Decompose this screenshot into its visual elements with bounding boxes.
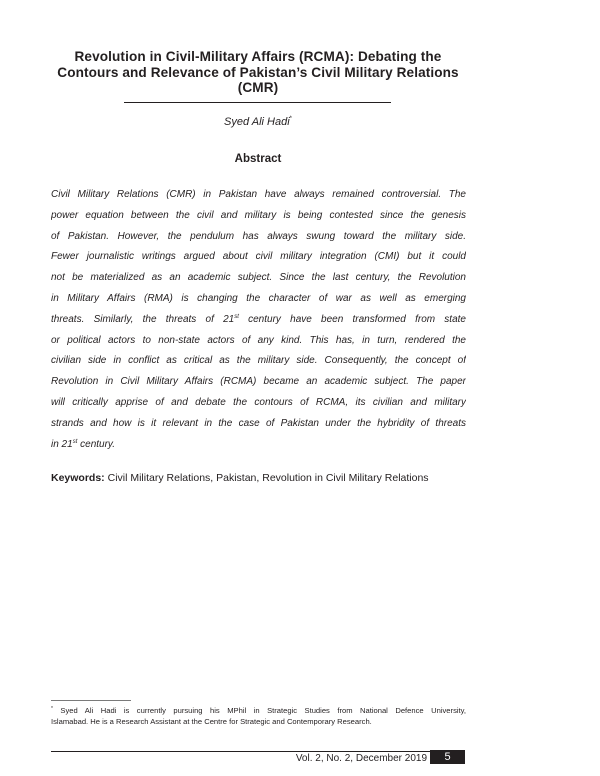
footnote-line: Islamabad. He is a Research Assistant at the Centre for Strategic and Contemporary Research. bbox=[51, 717, 372, 726]
abstract-line bbox=[51, 435, 466, 456]
abstract-line: in Military Affairs (RMA) is changing the character of war as well as emerging bbox=[51, 292, 466, 304]
abstract-line: not be materialized as an academic subject. Since the last century, the Revolution bbox=[51, 272, 466, 284]
footer-divider bbox=[51, 751, 465, 752]
footnote-marker: * bbox=[51, 706, 53, 712]
footnote-text: Syed Ali Hadi is currently pursuing his MPhil in Strategic Studies from National Defence University, bbox=[52, 706, 466, 715]
abstract-line-text: century. bbox=[77, 438, 115, 450]
keywords-text: Civil Military Relations, Pakistan, Revolution in Civil Military Relations bbox=[104, 472, 429, 484]
abstract-body bbox=[51, 185, 466, 455]
title-line: (CMR) bbox=[237, 80, 279, 95]
ordinal-suffix: st bbox=[234, 313, 239, 320]
abstract-line: Fewer journalistic writings argued about civil military integration (CMI) but it could bbox=[51, 251, 466, 263]
footnote-divider bbox=[51, 700, 131, 701]
abstract-line-text: threats. Similarly, the threats of 21 bbox=[51, 313, 235, 325]
abstract-heading: Abstract bbox=[234, 153, 282, 165]
title-line: Contours and Relevance of Pakistan’s Civil Military Relations bbox=[57, 64, 459, 80]
title-divider bbox=[124, 102, 391, 103]
keywords-label: Keywords: bbox=[51, 472, 105, 484]
author-name: Syed Ali Hadi bbox=[224, 116, 290, 128]
article-title bbox=[46, 49, 470, 96]
footnote-line bbox=[51, 705, 466, 716]
abstract-line: strands and how is it relevant in the case of Pakistan under the hybridity of threats bbox=[51, 417, 466, 429]
abstract-line-text: century have been transformed from state bbox=[238, 313, 466, 325]
keywords bbox=[51, 472, 481, 484]
abstract-line-text: in 21 bbox=[51, 438, 73, 450]
title-line: Revolution in Civil-Military Affairs (RCMA): Debating the bbox=[74, 49, 442, 64]
abstract-line: Civil Military Relations (CMR) in Pakistan have always remained controversial. The bbox=[51, 189, 466, 200]
abstract-line: will critically apprise of and debate the contours of RCMA, its civilian and military bbox=[51, 396, 466, 408]
abstract-line: power equation between the civil and military is being contested since the genesis bbox=[51, 209, 466, 221]
author-footnote-marker[interactable]: * bbox=[289, 116, 292, 122]
abstract-line: of Pakistan. However, the pendulum has always swung toward the military side. bbox=[51, 230, 466, 242]
abstract-line: civilian side in conflict as critical as the military side. Consequently, the concept of bbox=[51, 355, 466, 367]
abstract-line bbox=[51, 310, 466, 331]
author-byline bbox=[0, 116, 516, 128]
author-footnote bbox=[51, 705, 466, 727]
abstract-line: Revolution in Civil Military Affairs (RCMA) became an academic subject. The paper bbox=[51, 376, 466, 388]
abstract-line: or political actors to non-state actors of any kind. This has, in turn, rendered the bbox=[51, 334, 466, 346]
page-number: 5 bbox=[430, 750, 465, 764]
journal-info: Vol. 2, No. 2, December 2019 bbox=[295, 753, 427, 764]
ordinal-suffix: st bbox=[72, 438, 78, 445]
